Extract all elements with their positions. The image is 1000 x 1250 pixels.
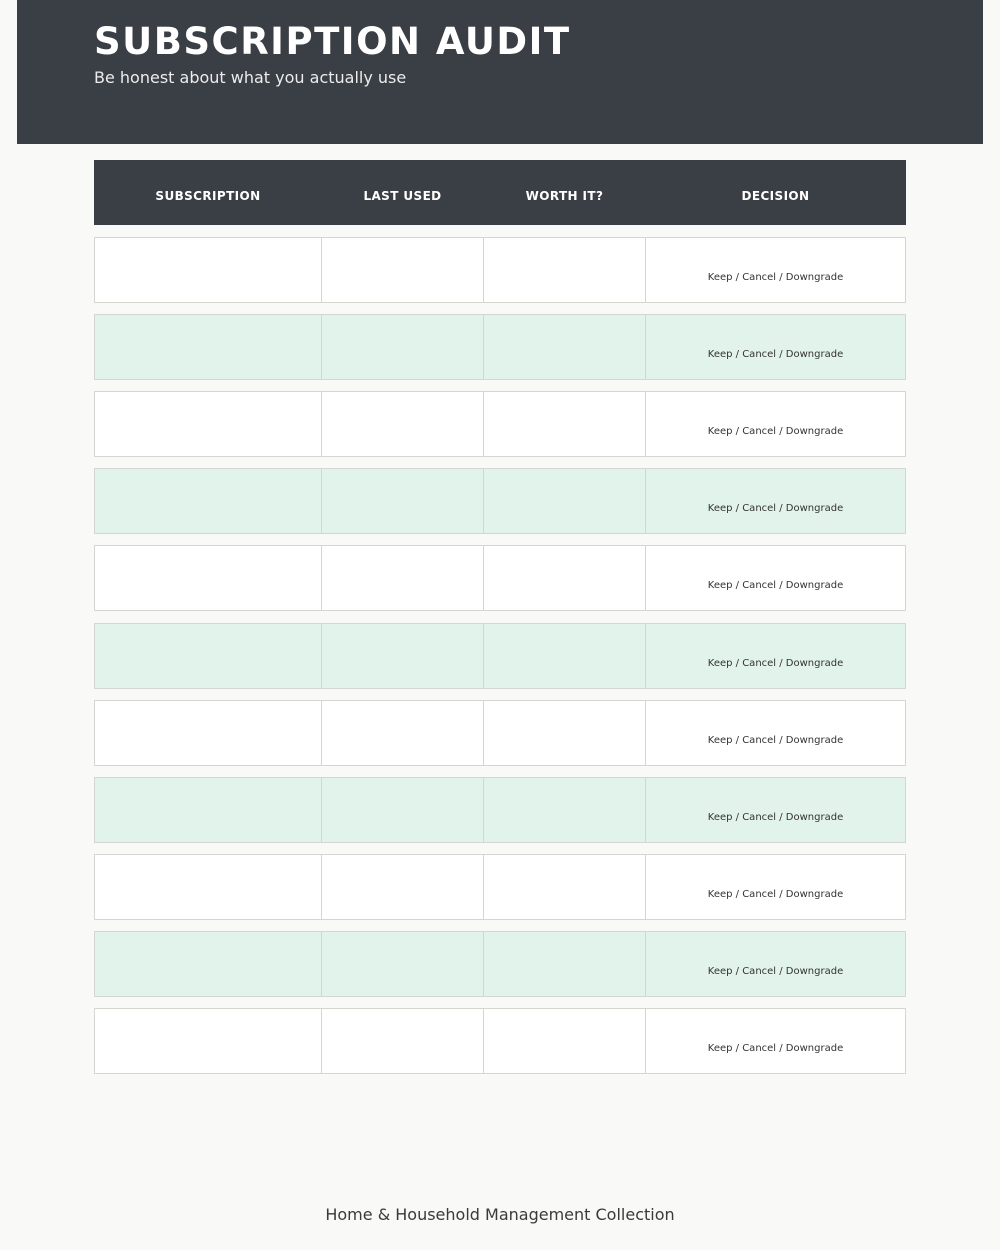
decision-cell	[645, 777, 906, 843]
worth-it-cell[interactable]	[483, 237, 646, 303]
table-row	[94, 1008, 906, 1074]
worth-it-cell[interactable]	[483, 391, 646, 457]
subscription-cell[interactable]	[94, 854, 322, 920]
decision-options-text: Keep / Cancel / Downgrade	[707, 889, 844, 900]
subscription-cell[interactable]	[94, 237, 322, 303]
decision-cell	[645, 623, 906, 689]
decision-options-text: Keep / Cancel / Downgrade	[707, 272, 844, 283]
subscription-cell[interactable]	[94, 391, 322, 457]
table-row	[94, 700, 906, 766]
last-used-cell[interactable]	[321, 545, 484, 611]
table-row	[94, 623, 906, 689]
decision-options-text: Keep / Cancel / Downgrade	[707, 580, 844, 591]
decision-options-text: Keep / Cancel / Downgrade	[707, 658, 844, 669]
table-row	[94, 468, 906, 534]
table-row	[94, 854, 906, 920]
decision-cell	[645, 545, 906, 611]
last-used-cell[interactable]	[321, 700, 484, 766]
decision-cell	[645, 237, 906, 303]
decision-cell	[645, 1008, 906, 1074]
table-row	[94, 314, 906, 380]
decision-cell	[645, 391, 906, 457]
column-header-worth-it: WORTH IT?	[525, 189, 604, 203]
last-used-cell[interactable]	[321, 468, 484, 534]
worth-it-cell[interactable]	[483, 468, 646, 534]
column-header-subscription: SUBSCRIPTION	[155, 189, 261, 203]
last-used-cell[interactable]	[321, 314, 484, 380]
column-header-decision: DECISION	[741, 189, 810, 203]
decision-cell	[645, 931, 906, 997]
subscription-cell[interactable]	[94, 545, 322, 611]
table-row	[94, 545, 906, 611]
last-used-cell[interactable]	[321, 623, 484, 689]
worth-it-cell[interactable]	[483, 314, 646, 380]
last-used-cell[interactable]	[321, 854, 484, 920]
column-header-last-used: LAST USED	[363, 189, 442, 203]
decision-options-text: Keep / Cancel / Downgrade	[707, 735, 844, 746]
table-row	[94, 931, 906, 997]
footer-text: Home & Household Management Collection	[325, 1205, 675, 1224]
decision-options-text: Keep / Cancel / Downgrade	[707, 349, 844, 360]
decision-options-text: Keep / Cancel / Downgrade	[707, 812, 844, 823]
last-used-cell[interactable]	[321, 1008, 484, 1074]
page-title: SUBSCRIPTION AUDIT	[94, 20, 571, 63]
decision-cell	[645, 468, 906, 534]
page-subtitle: Be honest about what you actually use	[94, 68, 407, 87]
subscription-cell[interactable]	[94, 931, 322, 997]
last-used-cell[interactable]	[321, 777, 484, 843]
decision-cell	[645, 700, 906, 766]
worth-it-cell[interactable]	[483, 700, 646, 766]
table-row	[94, 391, 906, 457]
decision-options-text: Keep / Cancel / Downgrade	[707, 1043, 844, 1054]
decision-options-text: Keep / Cancel / Downgrade	[707, 966, 844, 977]
worth-it-cell[interactable]	[483, 777, 646, 843]
subscription-cell[interactable]	[94, 777, 322, 843]
header-banner	[17, 0, 983, 144]
worth-it-cell[interactable]	[483, 623, 646, 689]
subscription-cell[interactable]	[94, 700, 322, 766]
table-row	[94, 777, 906, 843]
subscription-cell[interactable]	[94, 623, 322, 689]
decision-options-text: Keep / Cancel / Downgrade	[707, 426, 844, 437]
last-used-cell[interactable]	[321, 237, 484, 303]
subscription-cell[interactable]	[94, 468, 322, 534]
worth-it-cell[interactable]	[483, 931, 646, 997]
worth-it-cell[interactable]	[483, 854, 646, 920]
table-row	[94, 237, 906, 303]
last-used-cell[interactable]	[321, 931, 484, 997]
table-header	[94, 160, 906, 225]
decision-options-text: Keep / Cancel / Downgrade	[707, 503, 844, 514]
subscription-cell[interactable]	[94, 314, 322, 380]
subscription-cell[interactable]	[94, 1008, 322, 1074]
decision-cell	[645, 314, 906, 380]
last-used-cell[interactable]	[321, 391, 484, 457]
decision-cell	[645, 854, 906, 920]
worth-it-cell[interactable]	[483, 545, 646, 611]
worth-it-cell[interactable]	[483, 1008, 646, 1074]
